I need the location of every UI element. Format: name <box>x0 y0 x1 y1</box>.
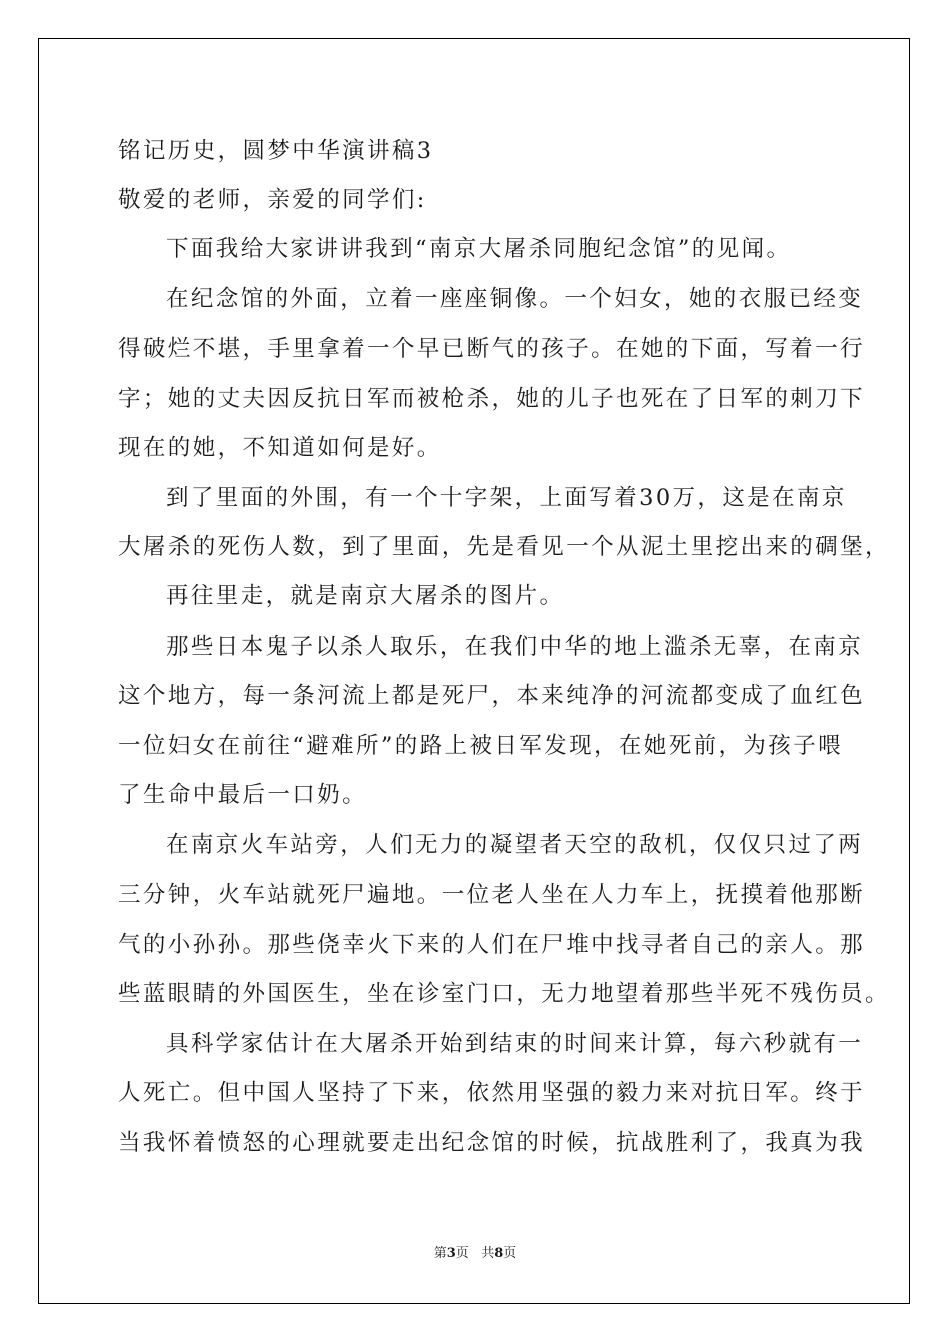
text-line: 到了里面的外围，有一个十字架，上面写着30万，这是在南京 <box>166 485 847 511</box>
text-line: 现在的她，不知道如何是好。 <box>118 435 442 461</box>
text-line: 再往里走，就是南京大屠杀的图片。 <box>166 583 565 609</box>
text-line: 些蓝眼睛的外国医生，坐在诊室门口，无力地望着那些半死不残伤员。 <box>118 981 890 1007</box>
total-prefix: 共 <box>481 1246 495 1261</box>
text-line: 气的小孙孙。那些侥幸火下来的人们在尸堆中找寻者自己的亲人。那 <box>118 932 866 958</box>
document-title: 铭记历史，圆梦中华演讲稿3 <box>118 138 434 164</box>
text-line: 人死亡。但中国人坚持了下来，依然用坚强的毅力来对抗日军。终于 <box>118 1080 866 1106</box>
text-line: 那些日本鬼子以杀人取乐，在我们中华的地上滥杀无辜，在南京 <box>166 634 864 660</box>
page-suffix: 页 <box>455 1246 469 1261</box>
page-number: 3 <box>446 1246 456 1261</box>
text-line: 一位妇女在前往“避难所”的路上被日军发现，在她死前，为孩子喂 <box>118 733 844 759</box>
text-line: 字；她的丈夫因反抗日军而被枪杀，她的儿子也死在了日军的刺刀下 <box>118 386 866 412</box>
text-line: 这个地方，每一条河流上都是死尸，本来纯净的河流都变成了血红色 <box>118 683 866 709</box>
total-pages: 8 <box>494 1246 504 1261</box>
page-footer <box>0 1244 950 1264</box>
text-line: 得破烂不堪，手里拿着一个早已断气的孩子。在她的下面，写着一行 <box>118 336 866 362</box>
text-line: 大屠杀的死伤人数，到了里面，先是看见一个从泥土里挖出来的碉堡， <box>118 534 890 560</box>
text-line: 当我怀着愤怒的心理就要走出纪念馆的时候，抗战胜利了，我真为我 <box>118 1130 866 1156</box>
text-line: 三分钟，火车站就死尸遍地。一位老人坐在人力车上，抚摸着他那断 <box>118 882 866 908</box>
page-border <box>38 38 910 1304</box>
text-line: 了生命中最后一口奶。 <box>118 782 368 808</box>
text-line: 在纪念馆的外面，立着一座座铜像。一个妇女，她的衣服已经变 <box>166 286 864 312</box>
page-prefix: 第 <box>433 1246 447 1261</box>
text-line: 下面我给大家讲讲我到“南京大屠杀同胞纪念馆”的见闻。 <box>166 236 792 262</box>
total-suffix: 页 <box>503 1246 517 1261</box>
text-line: 在南京火车站旁，人们无力的凝望者天空的敌机，仅仅只过了两 <box>166 832 864 858</box>
salutation: 敬爱的老师，亲爱的同学们: <box>118 187 427 213</box>
text-line: 具科学家估计在大屠杀开始到结束的时间来计算，每六秒就有一 <box>166 1031 864 1057</box>
